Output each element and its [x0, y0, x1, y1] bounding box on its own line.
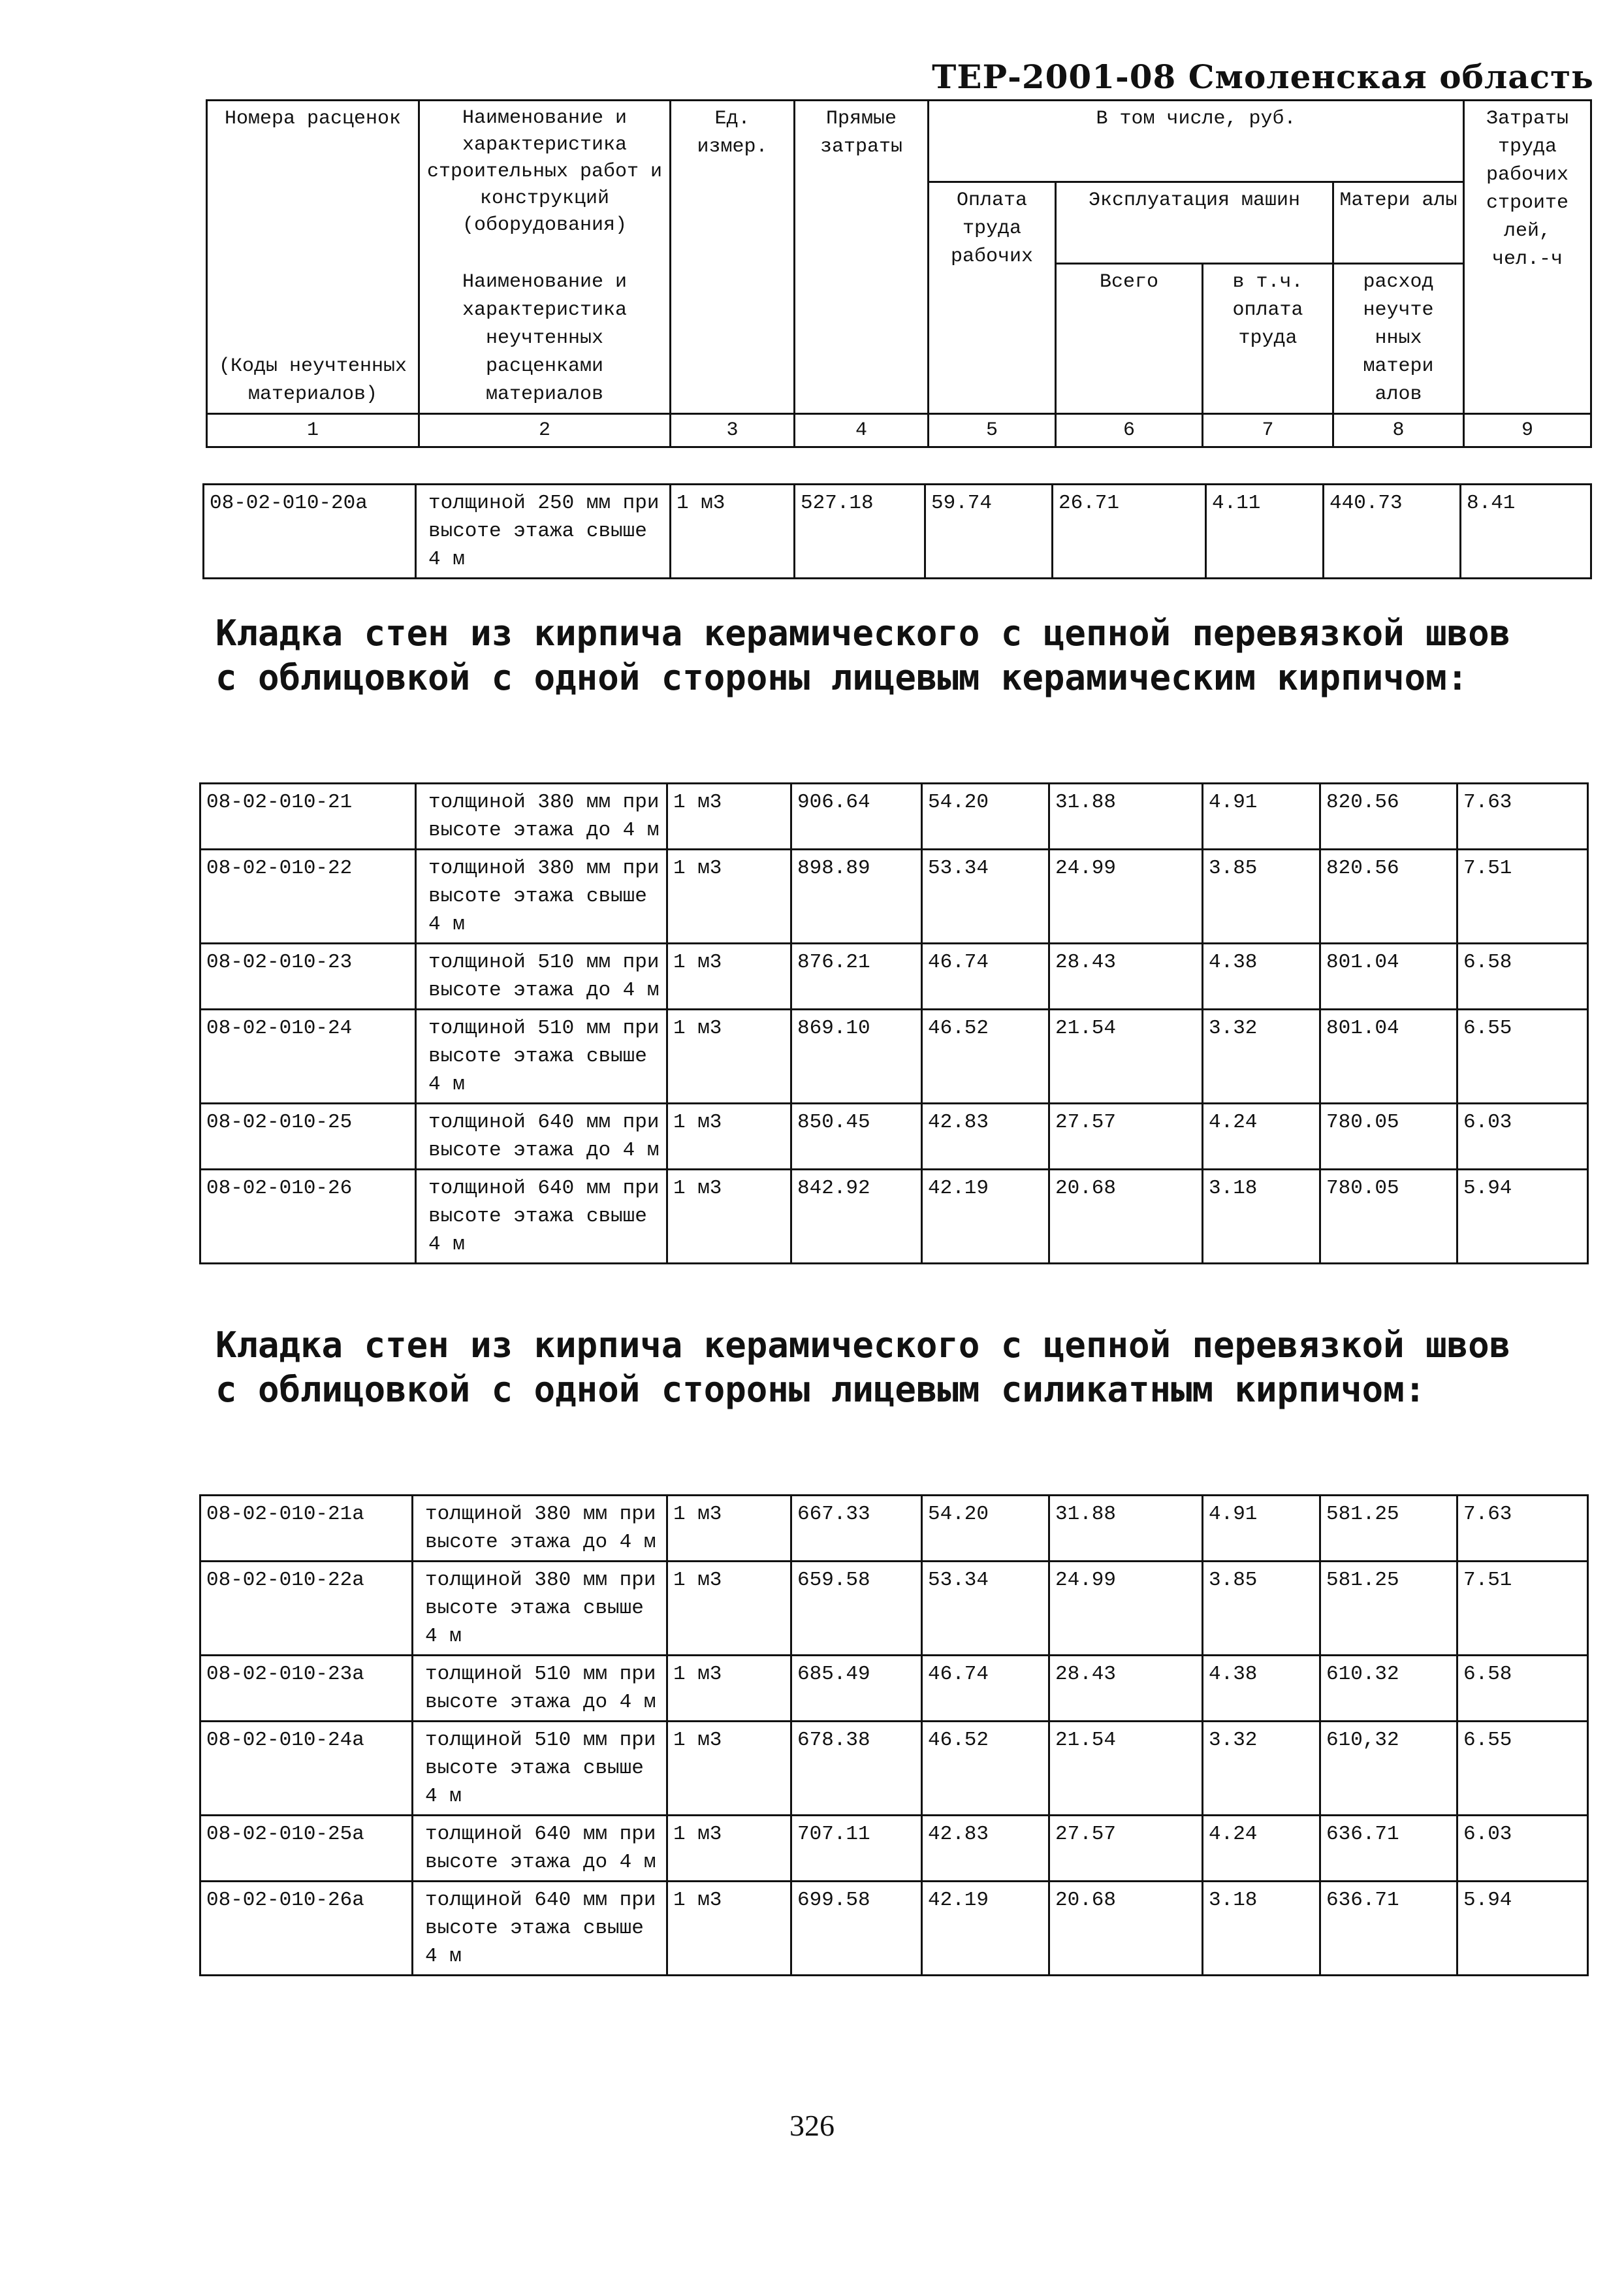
table-row	[200, 944, 1588, 1010]
unit: 1 м3	[667, 1496, 791, 1562]
work-description: толщиной 380 мм при высоте этажа свыше 4 м	[413, 1562, 667, 1656]
rate-code: 08-02-010-22	[200, 850, 416, 944]
direct-cost: 667.33	[791, 1496, 922, 1562]
rate-code: 08-02-010-23	[200, 944, 416, 1010]
direct-cost: 850.45	[791, 1104, 922, 1170]
work-description: толщиной 640 мм при высоте этажа до 4 м	[413, 1816, 667, 1882]
machine-total: 28.43	[1049, 1656, 1203, 1722]
column-number: 4	[795, 414, 929, 447]
section-title: Кладка стен из кирпича керамического с цепной перевязкой швов с облицовкой с одной стороны лицевым керамическим кирпичом:	[215, 613, 1511, 698]
unit: 1 м3	[667, 850, 791, 944]
header-including: В том числе, руб.	[929, 101, 1464, 182]
machine-labor: 4.24	[1203, 1104, 1320, 1170]
table-row	[204, 485, 1591, 579]
labor-hours: 6.58	[1457, 1656, 1588, 1722]
materials: 581.25	[1320, 1562, 1457, 1656]
machine-total: 20.68	[1049, 1170, 1203, 1264]
labor-hours: 6.03	[1457, 1104, 1588, 1170]
table-row	[200, 1496, 1588, 1562]
table-row	[200, 1722, 1588, 1816]
labor-pay: 42.83	[922, 1104, 1049, 1170]
rate-code: 08-02-010-26а	[200, 1882, 413, 1976]
machine-total: 28.43	[1049, 944, 1203, 1010]
unit: 1 м3	[667, 1656, 791, 1722]
labor-pay: 46.52	[922, 1722, 1049, 1816]
machine-labor: 3.85	[1203, 850, 1320, 944]
rate-code: 08-02-010-21	[200, 784, 416, 850]
materials: 780.05	[1320, 1104, 1457, 1170]
work-description: толщиной 380 мм при высоте этажа до 4 м	[413, 1496, 667, 1562]
machine-total: 27.57	[1049, 1104, 1203, 1170]
column-number: 1	[207, 414, 419, 447]
column-number: 6	[1056, 414, 1203, 447]
machine-labor: 4.24	[1203, 1816, 1320, 1882]
labor-hours: 7.51	[1457, 1562, 1588, 1656]
rate-code: 08-02-010-24а	[200, 1722, 413, 1816]
work-description: толщиной 640 мм при высоте этажа свыше 4 м	[416, 1170, 667, 1264]
materials: 636.71	[1320, 1816, 1457, 1882]
labor-pay: 42.19	[922, 1882, 1049, 1976]
machine-labor: 4.38	[1203, 944, 1320, 1010]
machine-total: 21.54	[1049, 1010, 1203, 1104]
table-row	[200, 1170, 1588, 1264]
direct-cost: 906.64	[791, 784, 922, 850]
rate-code: 08-02-010-23а	[200, 1656, 413, 1722]
header-unit: Ед. измер.	[671, 101, 795, 414]
labor-hours: 6.03	[1457, 1816, 1588, 1882]
header-machine-total: Всего	[1056, 264, 1203, 414]
table-row	[200, 1656, 1588, 1722]
unit: 1 м3	[667, 784, 791, 850]
unit: 1 м3	[667, 1882, 791, 1976]
labor-hours: 6.55	[1457, 1010, 1588, 1104]
labor-hours: 5.94	[1457, 1170, 1588, 1264]
materials: 801.04	[1320, 1010, 1457, 1104]
header-worker-pay: Оплата труда рабочих	[929, 182, 1056, 414]
unit: 1 м3	[667, 1170, 791, 1264]
machine-total: 26.71	[1053, 485, 1206, 579]
labor-hours: 5.94	[1457, 1882, 1588, 1976]
labor-pay: 46.74	[922, 944, 1049, 1010]
rate-code: 08-02-010-21а	[200, 1496, 413, 1562]
header-labor-hours: Затраты труда рабочих строите лей, чел.-ч	[1464, 101, 1591, 414]
unit: 1 м3	[667, 1104, 791, 1170]
table-row	[200, 1816, 1588, 1882]
direct-cost: 678.38	[791, 1722, 922, 1816]
direct-cost: 842.92	[791, 1170, 922, 1264]
table-row	[200, 1562, 1588, 1656]
labor-pay: 46.74	[922, 1656, 1049, 1722]
labor-pay: 54.20	[922, 1496, 1049, 1562]
column-number: 9	[1464, 414, 1591, 447]
machine-total: 21.54	[1049, 1722, 1203, 1816]
labor-pay: 53.34	[922, 1562, 1049, 1656]
header-unaccounted-names: Наименование и характеристика неучтенных расценками материалов	[419, 264, 671, 414]
header-machine-labor: в т.ч. оплата труда	[1203, 264, 1333, 414]
rate-code: 08-02-010-20а	[204, 485, 416, 579]
silicate-rows	[200, 1496, 1588, 1976]
table-row	[200, 1882, 1588, 1976]
unit: 1 м3	[667, 944, 791, 1010]
materials: 440.73	[1324, 485, 1461, 579]
rate-code: 08-02-010-25	[200, 1104, 416, 1170]
rates-table-top	[202, 483, 1592, 579]
column-number: 7	[1203, 414, 1333, 447]
labor-hours: 6.58	[1457, 944, 1588, 1010]
header-code: Номера расценок	[207, 101, 419, 182]
labor-hours: 7.63	[1457, 1496, 1588, 1562]
header-code-spacer	[207, 182, 419, 264]
unit: 1 м3	[671, 485, 795, 579]
work-description: толщиной 510 мм при высоте этажа свыше 4 м	[416, 1010, 667, 1104]
labor-pay: 46.52	[922, 1010, 1049, 1104]
table-row	[200, 1010, 1588, 1104]
work-description: толщиной 380 мм при высоте этажа до 4 м	[416, 784, 667, 850]
labor-hours: 7.51	[1457, 850, 1588, 944]
unit: 1 м3	[667, 1562, 791, 1656]
header-materials: Матери алы	[1333, 182, 1464, 264]
machine-labor: 4.91	[1203, 784, 1320, 850]
work-description: толщиной 510 мм при высоте этажа до 4 м	[416, 944, 667, 1010]
materials: 820.56	[1320, 850, 1457, 944]
materials: 581.25	[1320, 1496, 1457, 1562]
column-number: 3	[671, 414, 795, 447]
materials: 610,32	[1320, 1722, 1457, 1816]
rates-table-ceramic	[199, 782, 1589, 1264]
ceramic-rows	[200, 784, 1588, 1264]
labor-pay: 42.19	[922, 1170, 1049, 1264]
machine-total: 31.88	[1049, 1496, 1203, 1562]
work-description: толщиной 380 мм при высоте этажа свыше 4 м	[416, 850, 667, 944]
machine-labor: 3.18	[1203, 1882, 1320, 1976]
unit: 1 м3	[667, 1816, 791, 1882]
machine-labor: 3.18	[1203, 1170, 1320, 1264]
machine-labor: 4.91	[1203, 1496, 1320, 1562]
rate-code: 08-02-010-26	[200, 1170, 416, 1264]
direct-cost: 685.49	[791, 1656, 922, 1722]
work-description: толщиной 640 мм при высоте этажа свыше 4 м	[413, 1882, 667, 1976]
machine-total: 31.88	[1049, 784, 1203, 850]
machine-total: 20.68	[1049, 1882, 1203, 1976]
work-description: толщиной 250 мм при высоте этажа свыше 4 м	[416, 485, 671, 579]
materials: 820.56	[1320, 784, 1457, 850]
rate-code: 08-02-010-25а	[200, 1816, 413, 1882]
machine-labor: 3.32	[1203, 1010, 1320, 1104]
direct-cost: 527.18	[795, 485, 925, 579]
labor-pay: 53.34	[922, 850, 1049, 944]
header-unaccounted-usage: расход неучте нных матери алов	[1333, 264, 1464, 414]
unit: 1 м3	[667, 1722, 791, 1816]
rate-code: 08-02-010-22а	[200, 1562, 413, 1656]
materials: 610.32	[1320, 1656, 1457, 1722]
direct-cost: 659.58	[791, 1562, 922, 1656]
work-description: толщиной 510 мм при высоте этажа свыше 4 м	[413, 1722, 667, 1816]
header-direct-costs: Прямые затраты	[795, 101, 929, 414]
labor-pay: 59.74	[925, 485, 1053, 579]
column-header-table	[206, 99, 1592, 448]
direct-cost: 869.10	[791, 1010, 922, 1104]
rate-code: 08-02-010-24	[200, 1010, 416, 1104]
document-title: ТЕР-2001-08 Смоленская область	[932, 57, 1594, 96]
materials: 801.04	[1320, 944, 1457, 1010]
machine-labor: 4.38	[1203, 1656, 1320, 1722]
column-number: 2	[419, 414, 671, 447]
labor-hours: 8.41	[1461, 485, 1591, 579]
column-number: 5	[929, 414, 1056, 447]
header-unaccounted-codes: (Коды неучтенных материалов)	[207, 264, 419, 414]
work-description: толщиной 640 мм при высоте этажа до 4 м	[416, 1104, 667, 1170]
unit: 1 м3	[667, 1010, 791, 1104]
machine-total: 24.99	[1049, 1562, 1203, 1656]
table-row	[200, 1104, 1588, 1170]
column-number: 8	[1333, 414, 1464, 447]
machine-labor: 3.85	[1203, 1562, 1320, 1656]
section-title: Кладка стен из кирпича керамического с цепной перевязкой швов с облицовкой с одной стороны лицевым силикатным кирпичом:	[215, 1324, 1511, 1410]
direct-cost: 876.21	[791, 944, 922, 1010]
labor-hours: 6.55	[1457, 1722, 1588, 1816]
direct-cost: 699.58	[791, 1882, 922, 1976]
materials: 780.05	[1320, 1170, 1457, 1264]
table-row	[200, 850, 1588, 944]
labor-pay: 42.83	[922, 1816, 1049, 1882]
direct-cost: 707.11	[791, 1816, 922, 1882]
header-machine-operation: Эксплуатация машин	[1056, 182, 1333, 264]
work-description: толщиной 510 мм при высоте этажа до 4 м	[413, 1656, 667, 1722]
machine-labor: 3.32	[1203, 1722, 1320, 1816]
page-number: 326	[789, 2109, 835, 2142]
machine-total: 24.99	[1049, 850, 1203, 944]
rates-table-silicate	[199, 1494, 1589, 1976]
labor-pay: 54.20	[922, 784, 1049, 850]
header-work-name: Наименование и характеристика строительных работ и конструкций (оборудования)	[419, 101, 671, 264]
machine-labor: 4.11	[1206, 485, 1324, 579]
labor-hours: 7.63	[1457, 784, 1588, 850]
materials: 636.71	[1320, 1882, 1457, 1976]
machine-total: 27.57	[1049, 1816, 1203, 1882]
table-row	[200, 784, 1588, 850]
direct-cost: 898.89	[791, 850, 922, 944]
